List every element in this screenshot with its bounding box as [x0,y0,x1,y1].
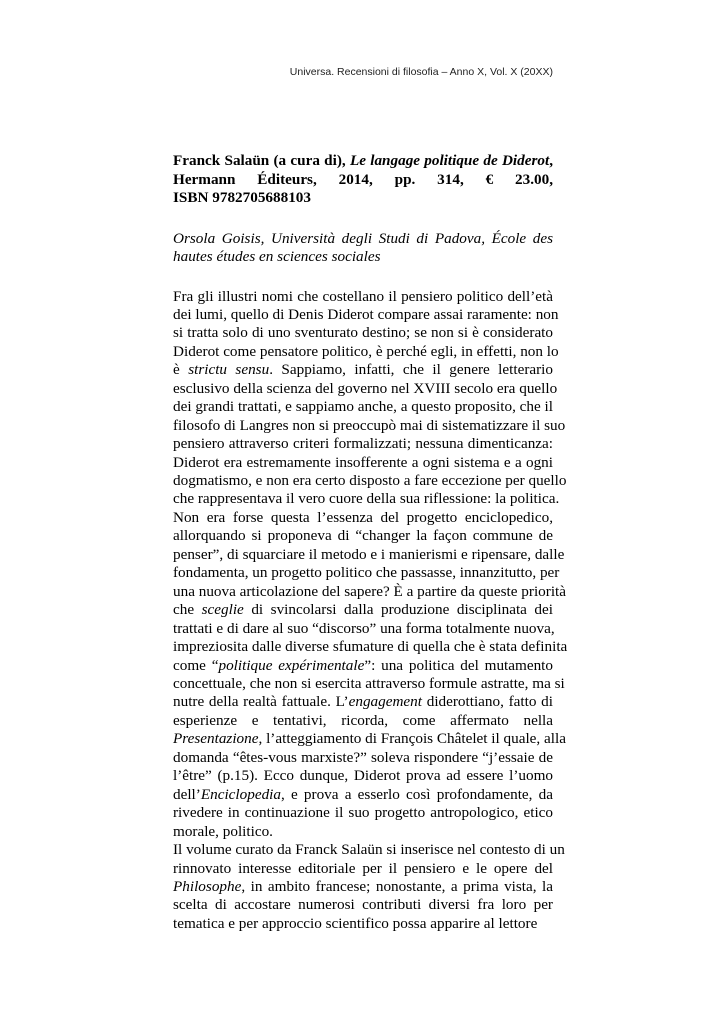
body-line: l’être” (p.15). Ecco dunque, Diderot prova ad essere l’uomo [173,767,553,785]
body-line: rivedere in continuazione il suo progetto antropologico, etico [173,804,553,822]
body-line: Fra gli illustri nomi che costellano il pensiero politico dell’età [173,287,553,305]
title-line: Hermann Éditeurs, 2014, pp. 314, € 23.00, [173,170,553,188]
body-line: che rappresentava il vero cuore della sua riflessione: la politica. [173,490,560,508]
title-line: ISBN 9782705688103 [173,189,311,206]
body-line: morale, politico. [173,822,273,840]
body-line: allorquando si proponeva di “changer la façon commune de [173,527,553,545]
review-title [173,152,553,208]
review-body [173,287,568,934]
body-line: dei lumi, quello di Denis Diderot compare assai raramente: non [173,305,559,323]
author-line: hautes études en sciences sociales [173,248,381,265]
body-line: rinnovato interesse editoriale per il pensiero e le opere del [173,859,553,877]
body-line: dei grandi trattati, e sappiamo anche, a questo proposito, che il [173,398,553,416]
body-line: trattati e di dare al suo “discorso” una forma totalmente nuova, [173,619,555,637]
body-line: filosofo di Langres non si preoccupò mai di sistematizzare il suo [173,416,566,434]
body-line: si tratta solo di uno sventurato destino; se non si è considerato [173,324,553,342]
running-header: Universa. Recensioni di filosofia – Anno X, Vol. X (20XX) [289,66,553,78]
body-line: Diderot era estremamente insofferente a ogni sistema e a ogni [173,453,553,471]
body-line: scelta di accostare numerosi contributi diversi fra loro per [173,896,553,914]
body-line: nutre della realtà fattuale. L’engagement diderottiano, fatto di [173,693,553,711]
title-line: Franck Salaün (a cura di), Le langage politique de Diderot, [173,152,554,169]
body-line: Il volume curato da Franck Salaün si inserisce nel contesto di un [173,841,565,859]
body-line: è strictu sensu. Sappiamo, infatti, che il genere letterario [173,361,553,379]
body-line: esperienze e tentativi, ricorda, come affermato nella [173,711,553,729]
author-line: Orsola Goisis, Università degli Studi di Padova, École des [173,229,553,247]
body-line: una nuova articolazione del sapere? È a partire da queste priorità [173,582,566,600]
review-author [173,230,553,267]
body-line: Diderot come pensatore politico, è perché egli, in effetti, non lo [173,342,559,360]
body-line: dell’Enciclopedia, e prova a esserlo così profondamente, da [173,785,553,803]
body-line: penser”, di squarciare il metodo e i manierismi e ripensare, dalle [173,545,565,563]
body-line: esclusivo della scienza del governo nel XVIII secolo era quello [173,379,558,397]
body-line: che sceglie di svincolarsi dalla produzione disciplinata dei [173,601,553,619]
body-line: Presentazione, l’atteggiamento di François Châtelet il quale, alla [173,730,566,748]
body-line: tematica e per approccio scientifico possa apparire al lettore [173,914,538,932]
body-line: come “politique expérimentale”: una politica del mutamento [173,656,553,674]
body-line: dogmatismo, e non era certo disposto a fare eccezione per quello [173,472,567,490]
body-line: domanda “êtes-vous marxiste?” soleva rispondere “j’essaie de [173,748,553,766]
review-content [173,152,568,933]
body-line: Non era forse questa l’essenza del progetto enciclopedico, [173,508,553,526]
body-line: impreziosita dalle diverse sfumature di quella che è stata definita [173,638,568,656]
body-line: fondamenta, un progetto politico che passasse, innanzitutto, per [173,564,560,582]
body-line: concettuale, che non si esercita attraverso formule astratte, ma si [173,675,565,693]
body-line: pensiero attraverso criteri formalizzati; nessuna dimenticanza: [173,435,553,453]
body-line: Philosophe, in ambito francese; nonostante, a prima vista, la [173,878,553,895]
